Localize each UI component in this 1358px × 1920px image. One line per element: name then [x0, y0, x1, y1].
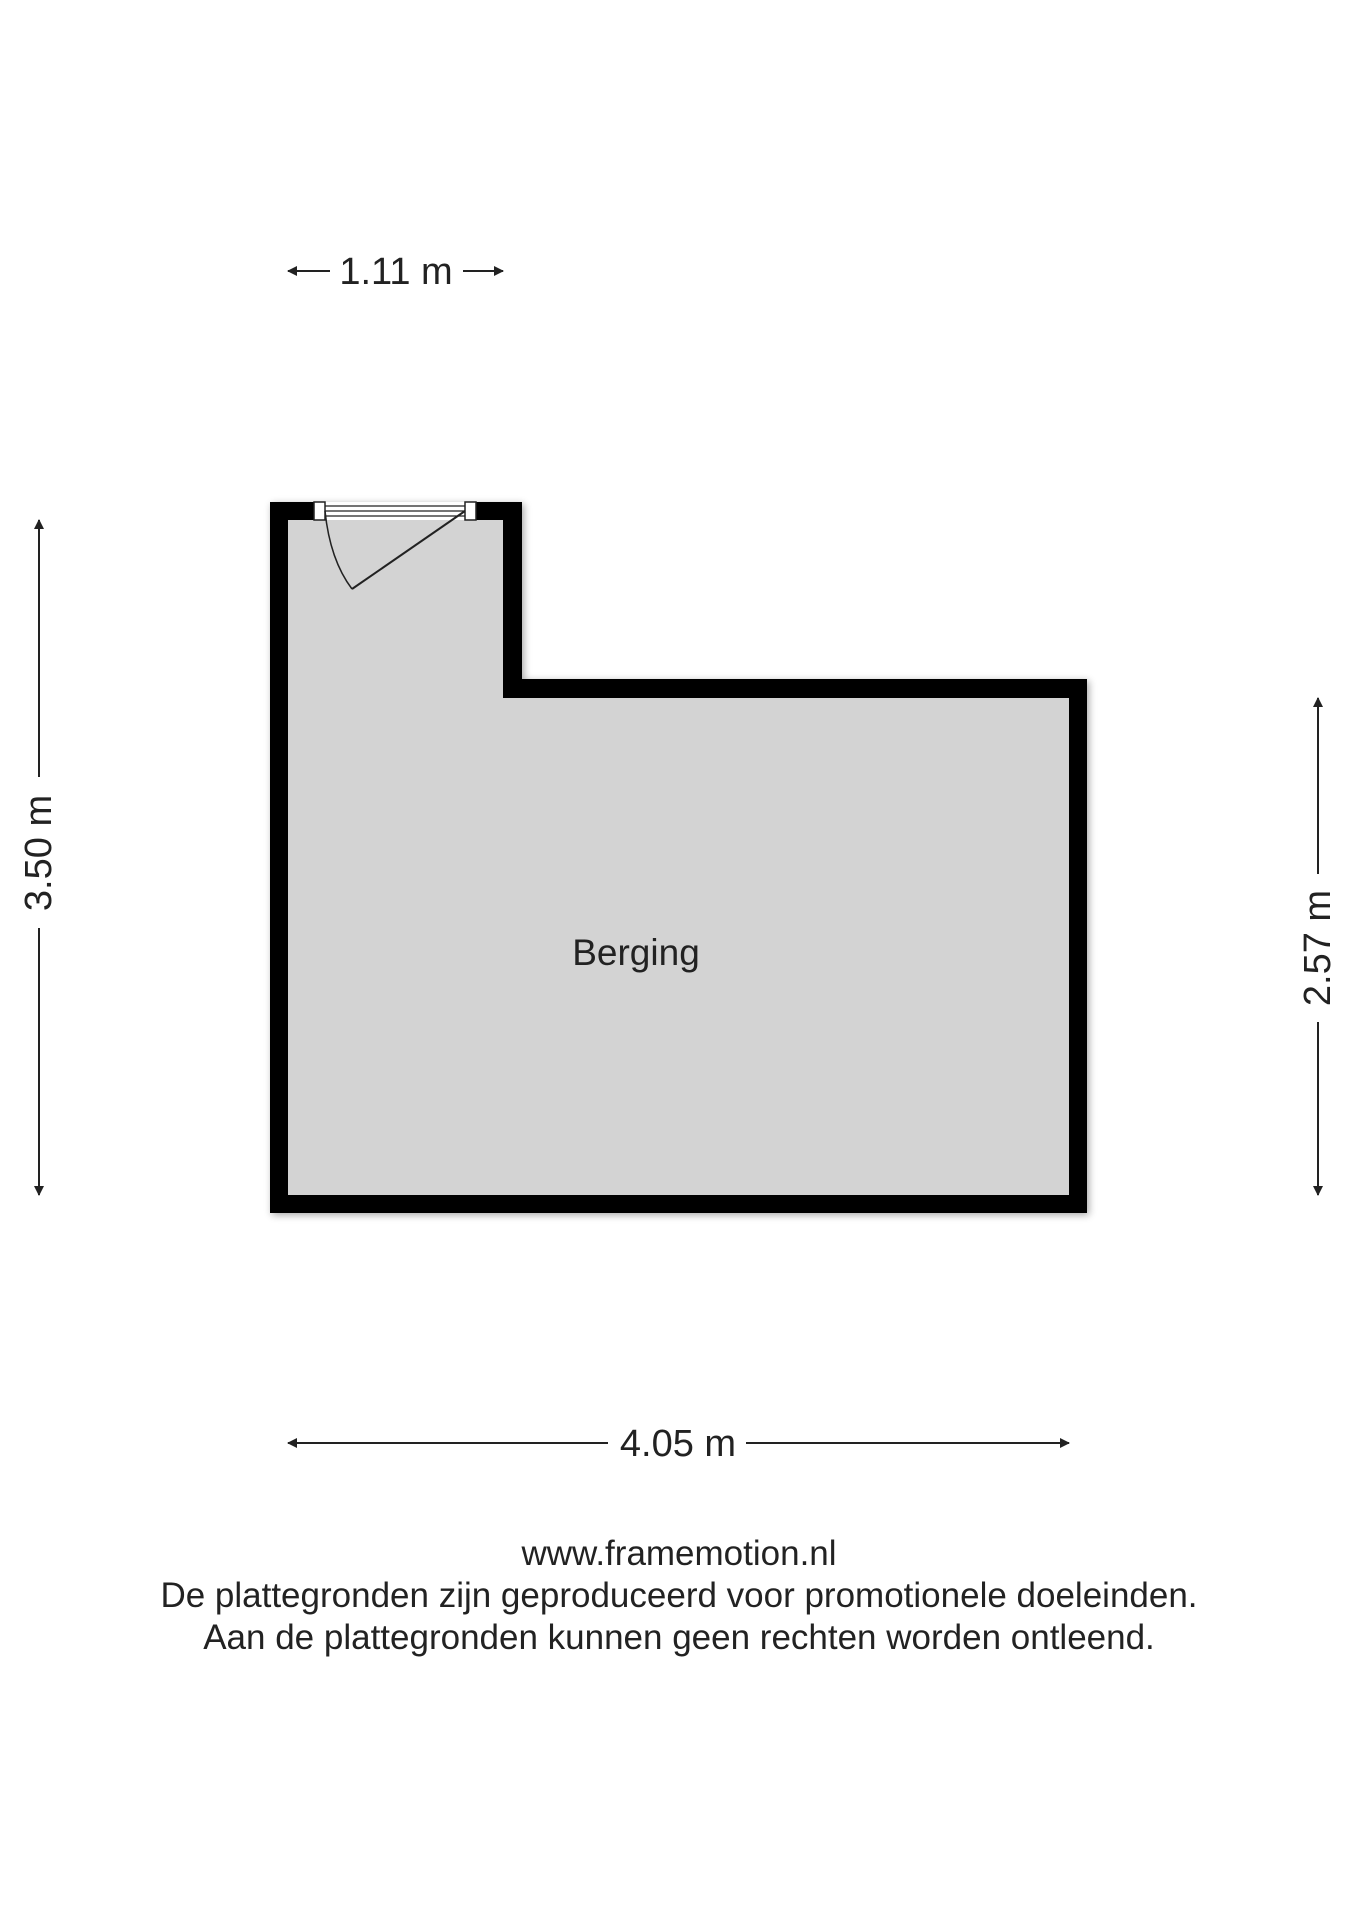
bottom-dimension-label: 4.05 m	[619, 1423, 737, 1465]
bottom-dimension	[288, 1423, 1069, 1465]
website-text: www.framemotion.nl	[521, 1534, 837, 1573]
left-dimension	[18, 520, 60, 1195]
room-label: Berging	[572, 932, 700, 973]
right-dimension	[1297, 698, 1339, 1195]
right-dimension-label: 2.57 m	[1297, 889, 1339, 1007]
room-floor	[288, 520, 1069, 1195]
top-dimension	[288, 251, 503, 293]
left-dimension-label: 3.50 m	[18, 794, 60, 912]
disclaimer-line-2: Aan de plattegronden kunnen geen rechten worden ontleend.	[203, 1618, 1155, 1657]
top-dimension-label: 1.11 m	[339, 251, 453, 293]
disclaimer-line-1: De plattegronden zijn geproduceerd voor promotionele doeleinden.	[160, 1576, 1198, 1615]
